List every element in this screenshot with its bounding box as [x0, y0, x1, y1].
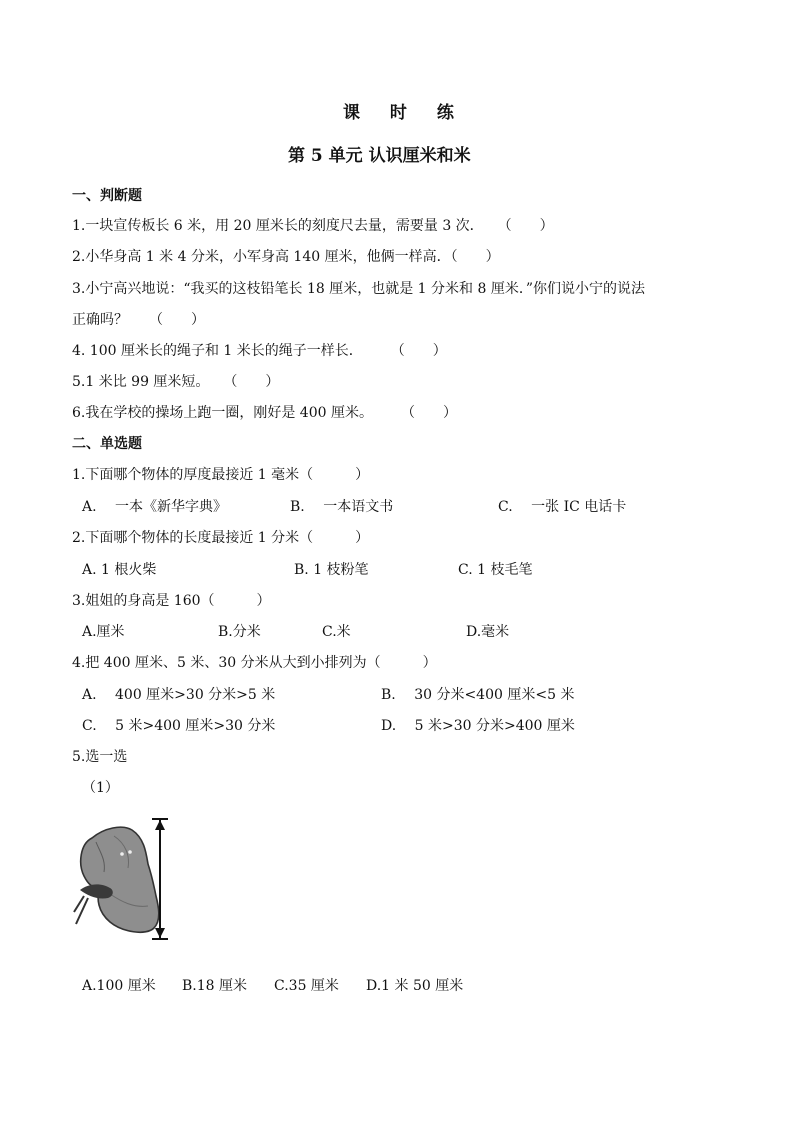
judgment-item-5: 5.1 米比 99 厘米短。 （ ） [72, 374, 280, 390]
section-heading-judgment: 一、判断题 [72, 188, 142, 204]
q1-option-c: C. 一张 IC 电话卡 [498, 499, 627, 515]
q1-stem: 1.下面哪个物体的厚度最接近 1 毫米（ ） [72, 467, 370, 483]
unit-title: 第 5 单元 认识厘米和米 [288, 146, 471, 166]
q3-option-a: A.厘米 [82, 624, 125, 640]
section-heading-choice: 二、单选题 [72, 436, 142, 452]
judgment-item-2: 2.小华身高 1 米 4 分米，小军身高 140 厘米，他俩一样高．（ ） [72, 249, 500, 265]
judgment-item-6: 6.我在学校的操场上跑一圈，刚好是 400 厘米。 （ ） [72, 405, 457, 421]
judgment-item-4: 4. 100 厘米长的绳子和 1 米长的绳子一样长． （ ） [72, 343, 447, 359]
q4-option-d: D. 5 米>30 分米>400 厘米 [381, 718, 575, 734]
q3-option-b: B.分米 [218, 624, 261, 640]
q4-option-b: B. 30 分米<400 厘米<5 米 [381, 687, 575, 703]
q5-option-c: C.35 厘米 [274, 978, 339, 994]
q3-option-c: C.米 [322, 624, 351, 640]
q5-option-b: B.18 厘米 [182, 978, 248, 994]
q4-stem: 4.把 400 厘米、5 米、30 分米从大到小排列为（ ） [72, 655, 437, 671]
q4-option-c: C. 5 米>400 厘米>30 分米 [82, 718, 276, 734]
judgment-item-3-cont: 正确吗？ （ ） [72, 312, 205, 328]
worksheet-title: 课 时 练 [343, 103, 466, 123]
q5-stem: 5.选一选 [72, 749, 128, 765]
judgment-item-3: 3.小宁高兴地说：“我买的这枝铅笔长 18 厘米，也就是 1 分米和 8 厘米．”你们说小宁的说法 [72, 281, 645, 297]
q1-option-a: A. 一本《新华字典》 [82, 499, 228, 515]
q2-option-b: B. 1 枝粉笔 [294, 562, 369, 578]
q1-option-b: B. 一本语文书 [290, 499, 394, 515]
q3-stem: 3.姐姐的身高是 160（ ） [72, 593, 271, 609]
q2-stem: 2.下面哪个物体的长度最接近 1 分米（ ） [72, 530, 370, 546]
q2-option-a: A. 1 根火柴 [82, 562, 157, 578]
q5-option-d: D.1 米 50 厘米 [366, 978, 464, 994]
q3-option-d: D.毫米 [466, 624, 510, 640]
q5-option-a: A.100 厘米 [82, 978, 156, 994]
q2-option-c: C. 1 枝毛笔 [458, 562, 533, 578]
q5-subquestion-label: （1） [82, 780, 119, 796]
toy-figure-illustration [70, 816, 180, 941]
q4-option-a: A. 400 厘米>30 分米>5 米 [82, 687, 276, 703]
judgment-item-1: 1.一块宣传板长 6 米，用 20 厘米长的刻度尺去量，需要量 3 次． （ ） [72, 218, 554, 234]
